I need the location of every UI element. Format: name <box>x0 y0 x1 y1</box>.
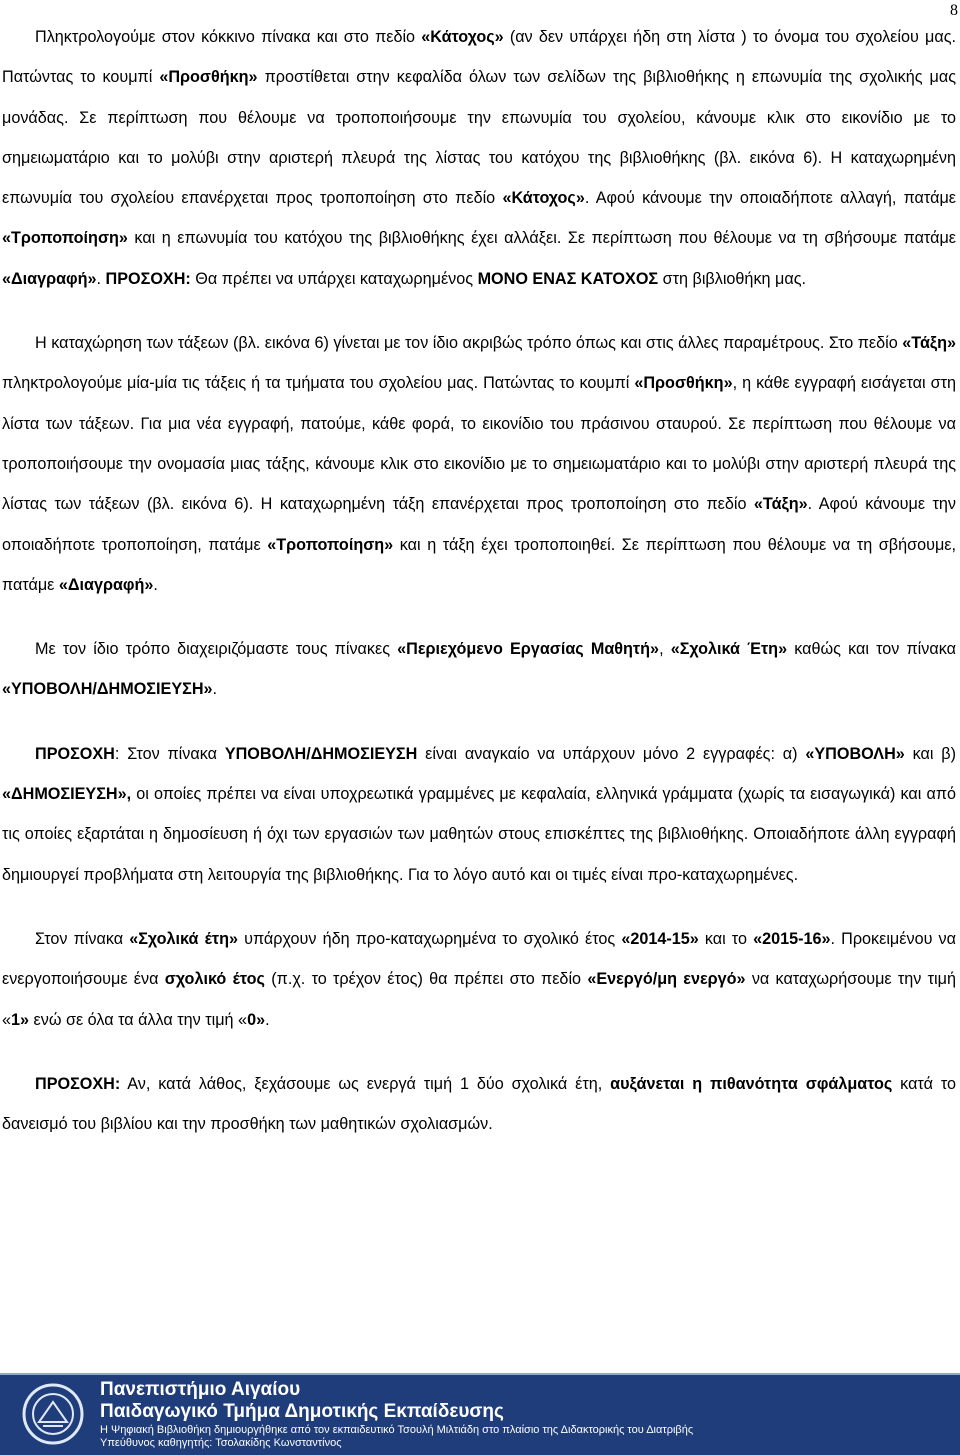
text-run: και β) <box>904 744 956 763</box>
footer-university-name: Πανεπιστήμιο Αιγαίου <box>100 1379 301 1400</box>
bold-text-run: ΠΡΟΣΟΧΗ: <box>105 269 191 288</box>
bold-text-run: «Ενεργό/μη ενεργό» <box>587 970 746 989</box>
bold-text-run: ΠΡΟΣΟΧΗ <box>35 744 115 763</box>
text-run: (αν δεν υπάρχει ήδη στη λίστα ) το όνομα του σχολείου μας. Πατώντας το κουμπί <box>2 28 957 87</box>
text-run: Αν, κατά λάθος, ξεχάσουμε ως ενεργά τιμή 1 δύο σχολικά έτη, <box>120 1074 611 1093</box>
text-run: οι οποίες πρέπει να είναι υποχρεωτικά γραμμένες με κεφαλαία, ελληνικά γράμματα (χωρίς τα εισαγωγικά) και από τις οποίες εξαρτάται η δημοσίευση ή όχι των εργασιών των μαθητών στους επισκέπτες της βιβλιοθήκης. Οποιαδήποτε άλλη εγγραφή δημιουργεί προβλήματα στη λειτουργία της βιβλιοθήκης. Για το λόγο αυτό και οι τιμές είναι προ-καταχωρημένες. <box>2 785 956 884</box>
paragraph <box>0 17 958 299</box>
footer-credit-line: Η Ψηφιακή Βιβλιοθήκη δημιουργήθηκε από τον εκπαιδευτικό Τσουλή Μιλτιάδη στο πλαίσιο της Διδακτορικής του Διατριβής <box>100 1424 694 1436</box>
text-run: Πληκτρολογούμε στον κόκκινο πίνακα και στο πεδίο <box>35 28 422 46</box>
bold-text-run: «Σχολικά Έτη» <box>670 640 788 659</box>
bold-text-run: «Προσθήκη» <box>634 374 733 393</box>
text-run: . Αφού κάνουμε την οποιαδήποτε αλλαγή, πατάμε <box>584 189 956 208</box>
bold-text-run: «ΥΠΟΒΟΛΗ/ΔΗΜΟΣΙΕΥΣΗ» <box>2 680 213 699</box>
text-run: Με τον ίδιο τρόπο διαχειριζόμαστε τους πίνακες <box>35 640 398 659</box>
text-run: ενώ σε όλα τα άλλα την τιμή « <box>29 1010 248 1029</box>
bold-text-run: ΠΡΟΣΟΧΗ: <box>35 1074 121 1093</box>
text-run: , η κάθε εγγραφή εισάγεται στη λίστα των τάξεων. Για μια νέα εγγραφή, πατούμε, κάθε φορά, το εικονίδιο του πράσινου σταυρού. Σε περίπτωση που θέλουμε να τροποποιήσουμε την ονομασία μιας τάξης, κάνουμε κλικ στο εικονίδιο με το σημειωματάριο και το μολύβι στην αριστερή πλευρά της λίστας των τάξεων (βλ. εικόνα 6). Η καταχωρημένη τάξη επανέρχεται προς τροποποίηση στο πεδίο <box>2 374 956 514</box>
footer-text-block <box>100 1379 850 1450</box>
bold-text-run: «Τάξη» <box>902 334 956 353</box>
document-body <box>0 17 958 1144</box>
text-run: και η επωνυμία του κατόχου της βιβλιοθήκης έχει αλλάξει. Σε περίπτωση που θέλουμε να τη σβήσουμε πατάμε <box>127 229 956 248</box>
bold-text-run: «ΔΗΜΟΣΙΕΥΣΗ», <box>2 785 132 804</box>
text-run: , <box>659 640 671 659</box>
text-run: και το <box>698 929 754 948</box>
text-run: . <box>96 269 106 288</box>
text-run: κατά το δανεισμό του βιβλίου και την προσθήκη των μαθητικών σχολιασμών. <box>2 1074 956 1134</box>
paragraph <box>0 734 958 895</box>
text-run: Στον πίνακα <box>35 929 130 948</box>
bold-text-run: ΥΠΟΒΟΛΗ/ΔΗΜΟΣΙΕΥΣΗ <box>224 744 418 763</box>
bold-text-run: «Διαγραφή» <box>2 269 97 288</box>
text-run: και η τάξη έχει τροποποιηθεί. Σε περίπτωση που θέλουμε να τη σβήσουμε, πατάμε <box>2 535 957 594</box>
paragraph <box>0 919 958 1040</box>
bold-text-run: ΜΟΝΟ ΕΝΑΣ ΚΑΤΟΧΟΣ <box>477 269 659 288</box>
page-number: 8 <box>950 2 958 19</box>
bold-text-run: «Κάτοχος» <box>421 28 504 46</box>
text-run: προστίθεται στην κεφαλίδα όλων των σελίδων της βιβλιοθήκης η επωνυμία της σχολικής μας μονάδας. Σε περίπτωση που θέλουμε να τροποποιήσουμε την επωνυμία του σχολείου, κάνουμε κλικ στο εικονίδιο με το σημειωματάριο και το μολύβι στην αριστερή πλευρά της λίστας του κατόχου της βιβλιοθήκης (βλ. εικόνα 6). Η καταχωρημένη επωνυμία του σχολείου επανέρχεται προς τροποποίηση στο πεδίο <box>2 68 956 208</box>
text-run: . <box>265 1010 270 1029</box>
page-footer-banner <box>0 1373 960 1455</box>
paragraph <box>0 323 958 605</box>
bold-text-run: «ΥΠΟΒΟΛΗ» <box>805 744 905 763</box>
text-run: (π.χ. το τρέχον έτος) θα πρέπει στο πεδίο <box>264 970 588 989</box>
bold-text-run: «Σχολικά έτη» <box>129 929 238 948</box>
text-run: είναι αναγκαίο να υπάρχουν μόνο 2 εγγραφές: α) <box>417 744 806 763</box>
bold-text-run: «Τροποποίηση» <box>2 229 128 248</box>
footer-supervisor-line: Υπεύθυνος καθηγητής: Τσολακίδης Κωνσταντίνος <box>100 1437 342 1449</box>
bold-text-run: «Τροποποίηση» <box>267 535 394 554</box>
bold-text-run: «Κάτοχος» <box>502 189 585 208</box>
text-run: Θα πρέπει να υπάρχει καταχωρημένος <box>190 269 478 288</box>
bold-text-run: «Περιεχόμενο Εργασίας Μαθητή» <box>397 640 660 659</box>
text-run: . <box>153 575 158 594</box>
text-run: : Στον πίνακα <box>114 744 225 763</box>
university-seal-icon <box>8 1379 98 1449</box>
text-run: υπάρχουν ήδη προ-καταχωρημένα το σχολικό έτος <box>238 929 622 948</box>
paragraph <box>0 629 958 710</box>
text-run: . <box>212 680 218 699</box>
bold-text-run: «Διαγραφή» <box>58 575 154 594</box>
text-run: να καταχωρήσουμε την τιμή « <box>2 970 956 1029</box>
bold-text-run: «Τάξη» <box>753 495 808 514</box>
bold-text-run: «2014-15» <box>621 929 699 948</box>
text-run: καθώς και τον πίνακα <box>787 640 956 659</box>
text-run: στη βιβλιοθήκη μας. <box>658 269 807 288</box>
bold-text-run: σχολικό έτος <box>164 970 265 989</box>
text-run: πληκτρολογούμε μία-μία τις τάξεις ή τα τμήματα του σχολείου μας. Πατώντας το κουμπί <box>2 374 635 393</box>
bold-text-run: αυξάνεται η πιθανότητα σφάλματος <box>610 1074 893 1093</box>
bold-text-run: «2015-16» <box>753 929 831 948</box>
paragraph <box>0 1064 958 1145</box>
bold-text-run: 0» <box>247 1010 266 1029</box>
text-run: . Αφού κάνουμε την οποιαδήποτε τροποποίηση, πατάμε <box>2 495 956 554</box>
bold-text-run: 1» <box>11 1010 30 1029</box>
text-run: . Προκειμένου να ενεργοποιήσουμε ένα <box>2 929 956 989</box>
footer-department-name: Παιδαγωγικό Τμήμα Δημοτικής Εκπαίδευσης <box>100 1401 504 1422</box>
bold-text-run: «Προσθήκη» <box>159 68 258 87</box>
text-run: Η καταχώρηση των τάξεων (βλ. εικόνα 6) γίνεται με τον ίδιο ακριβώς τρόπο όπως και στις άλλες παραμέτρους. Στο πεδίο <box>35 334 903 353</box>
